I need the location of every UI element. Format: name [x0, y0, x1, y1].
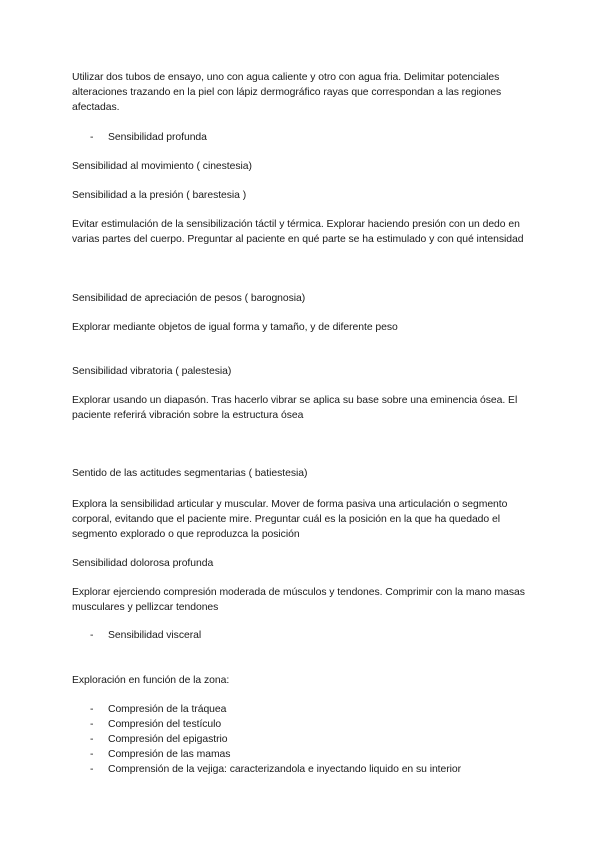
paragraph-compresion-musculos: Explorar ejerciendo compresión moderada de músculos y tendones. Comprimir con la mano masas musculares y pellizcar tendones — [72, 587, 525, 613]
paragraph-temperature-test: Utilizar dos tubos de ensayo, uno con agua caliente y otro con agua fria. Delimitar potenciales alteraciones trazando en la piel con lápiz dermográfico rayas que correspondan a las regiones afectadas. — [72, 72, 502, 113]
paragraph-barestesia: Sensibilidad a la presión ( barestesia ) — [72, 190, 247, 201]
paragraph-batiestesia: Sentido de las actitudes segmentarias ( batiestesia) — [72, 468, 308, 479]
list-item — [90, 717, 221, 732]
bullet-marker: - — [90, 132, 94, 143]
paragraph-cinestesia: Sensibilidad al movimiento ( cinestesia) — [72, 161, 252, 172]
bullet-marker: - — [90, 704, 94, 715]
list-item-text: Compresión de las mamas — [108, 749, 231, 760]
bullet-text: Sensibilidad visceral — [108, 630, 202, 641]
paragraph-barognosia: Sensibilidad de apreciación de pesos ( barognosia) — [72, 293, 306, 304]
paragraph-diapason: Explorar usando un diapasón. Tras hacerlo vibrar se aplica su base sobre una eminencia ósea. El paciente referirá vibración sobre la estructura ósea — [72, 395, 518, 421]
bullet-marker: - — [90, 764, 94, 775]
list-item-text: Compresión del testículo — [108, 719, 222, 730]
list-item — [90, 747, 230, 762]
bullet-sensibilidad-profunda — [90, 130, 207, 145]
paragraph-dolorosa-profunda: Sensibilidad dolorosa profunda — [72, 558, 214, 569]
list-item-text: Compresión de la tráquea — [108, 704, 227, 715]
bullet-marker: - — [90, 749, 94, 760]
bullet-sensibilidad-visceral — [90, 628, 201, 643]
list-item — [90, 762, 461, 777]
list-item-text: Comprensión de la vejiga: caracterizandola e inyectando liquido en su interior — [108, 764, 462, 775]
paragraph-presion-exploracion: Evitar estimulación de la sensibilización táctil y térmica. Explorar haciendo presión con un dedo en varias partes del cuerpo. Preguntar al paciente en qué parte se ha estimulado y con qué intensidad — [72, 219, 524, 245]
bullet-marker: - — [90, 630, 94, 641]
paragraph-exploracion-zona: Exploración en función de la zona: — [72, 675, 230, 686]
list-item — [90, 702, 226, 717]
paragraph-palestesia: Sensibilidad vibratoria ( palestesia) — [72, 366, 232, 377]
bullet-marker: - — [90, 719, 94, 730]
bullet-marker: - — [90, 734, 94, 745]
list-item-text: Compresión del epigastrio — [108, 734, 228, 745]
list-item — [90, 732, 227, 747]
paragraph-pesos-exploracion: Explorar mediante objetos de igual forma y tamaño, y de diferente peso — [72, 322, 398, 333]
bullet-text: Sensibilidad profunda — [108, 132, 207, 143]
paragraph-articular-muscular: Explora la sensibilidad articular y muscular. Mover de forma pasiva una articulación o segmento corporal, evitando que el paciente mire. Preguntar cuál es la posición en la que ha quedado el segmento explorado o que reproduzca la posición — [72, 499, 508, 540]
